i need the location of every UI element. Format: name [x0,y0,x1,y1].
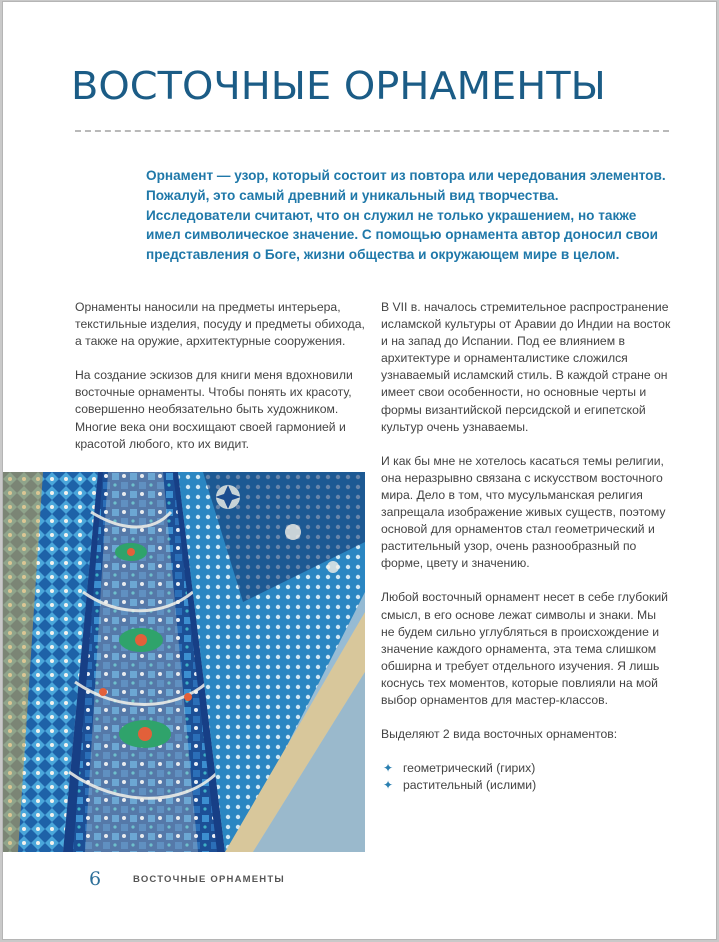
right-paragraph-1: В VII в. началось стремительное распространение исламской культуры от Аравии до Индии на восток и на запад до Испании. Под ее влиянием в архитектуре и орнаменталистике сложился узнаваемый исламский стиль. В каждой стране он имеет свои особенности, но основные черты и формы византийской персидской и египетской культур очень узнаваемы. [381,300,671,434]
right-paragraph-4: Выделяют 2 вида восточных орнаментов: [381,727,618,742]
left-paragraph-1: Орнаменты наносили на предметы интерьера, текстильные изделия, посуду и предметы обихода, а также на оружие, архитектурные сооружения. [75,300,365,349]
ornament-types-list [381,760,671,794]
four-point-star-icon: ✦ [383,778,394,793]
left-paragraph-2: На создание эскизов для книги меня вдохновили восточные орнаменты. Чтобы понять их красоту, совершенно необязательно быть художником. Многие века они восхищают своей гармонией и красотой любого, кто их видит. [75,368,353,451]
left-column [75,299,365,470]
mosaic-photo [3,472,365,852]
list-item [381,777,671,794]
book-page [2,1,717,940]
running-head: ВОСТОЧНЫЕ ОРНАМЕНТЫ [133,874,285,885]
four-point-star-icon: ✦ [383,761,394,776]
list-item-text: геометрический (гирих) [403,761,536,776]
right-column [381,299,671,794]
right-paragraph-2: И как бы мне не хотелось касаться темы религии, она неразрывно связана с искусством восточного мира. Дело в том, что мусульманская религия запрещала изображение живых существ, поэтому основой для орнаментов стал геометрический и растительный узор, очень разнообразный по форме, цвету и значению. [381,453,666,571]
list-item-text: растительный (ислими) [403,778,537,793]
list-item [381,760,671,777]
intro-paragraph: Орнамент — узор, который состоит из повтора или чередования элементов. Пожалуй, это самый древний и уникальный вид творчества. Исследователи считают, что он служил не только украшением, но также имел символическое значение. С помощью орнамента автор доносил свои представления о Боге, жизни общества и окружающем мире в целом. [146,168,666,263]
page-number: 6 [89,868,102,890]
right-paragraph-3: Любой восточный орнамент несет в себе глубокий смысл, в его основе лежат символы и знаки. Мы не будем сильно углубляться в происхождение и значение каждого орнамента, эта тема слишком обширна и требует отдельного изучения. Я лишь коснусь тех моментов, которые повлияли на мой выбор орнаментов для мастер-классов. [381,590,668,707]
page-title: ВОСТОЧНЫЕ ОРНАМЕНТЫ [71,64,606,108]
dashed-divider [75,130,669,132]
mosaic-photo-icon [3,472,365,852]
